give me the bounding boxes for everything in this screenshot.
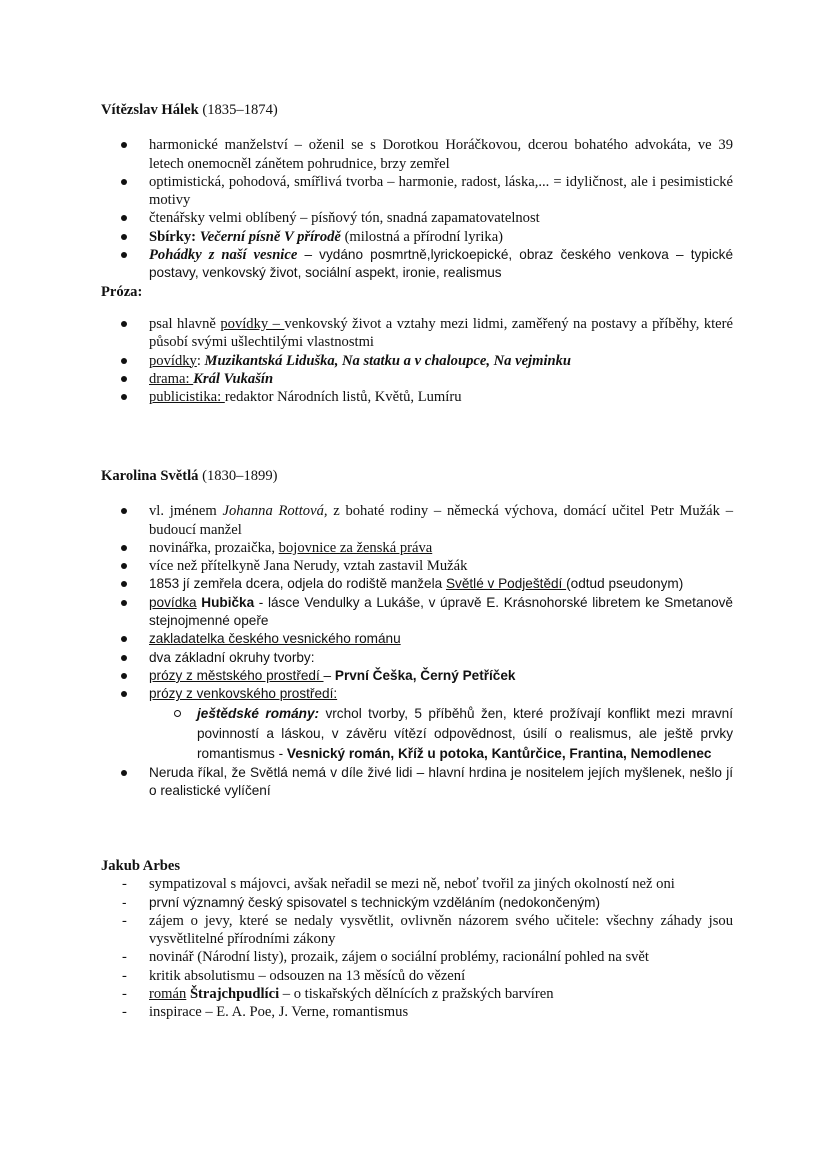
- list-item: vl. jménem Johanna Rottová, z bohaté rodiny – německá výchova, domácí učitel Petr Mužák – budoucí manžel: [101, 502, 741, 539]
- list-item: povídky: Muzikantská Liduška, Na statku a v chaloupce, Na vejminku: [101, 352, 741, 370]
- list-item: 1853 jí zemřela dcera, odjela do rodiště manžela Světlé v Podještědí (odtud pseudonym): [101, 575, 741, 593]
- list-item: - inspirace – E. A. Poe, J. Verne, romantismus: [101, 1003, 741, 1021]
- sub-list-item: ještědské romány: vrchol tvorby, 5 příběhů žen, které prožívají konflikt mezi mravní povinností a láskou, v závěru vítězí odpovědnost, úsilí o realismus, ale ještě prvky romantismus - Vesnický román, Kříž u potoka, Kantůrčice, Frantina, Nemodlenec: [101, 704, 741, 764]
- list-item: zakladatelka českého vesnického románu: [101, 630, 741, 648]
- list-item: - první významný český spisovatel s technickým vzděláním (nedokončeným): [101, 894, 741, 912]
- list-item: publicistika: redaktor Národních listů, Květů, Lumíru: [101, 388, 741, 406]
- bullet-list: [101, 502, 741, 800]
- list-item: povídka Hubička - lásce Vendulky a Lukáše, v úpravě E. Krásnohorské libretem ke Smetanově stejnojmenné opeře: [101, 594, 741, 631]
- bullet-list: [101, 315, 741, 406]
- list-item: drama: Král Vukašín: [101, 370, 741, 388]
- subsection-heading: Próza:: [101, 283, 143, 300]
- list-item: harmonické manželství – oženil se s Dorotkou Horáčkovou, dcerou bohatého advokáta, ve 39 letech onemocněl zánětem pohrudnice, brzy zemřel: [101, 136, 741, 173]
- list-item: prózy z městského prostředí – První Češka, Černý Petříček: [101, 667, 741, 685]
- list-item: - kritik absolutismu – odsouzen na 13 měsíců do vězení: [101, 967, 741, 985]
- section-halek: [101, 101, 741, 406]
- list-item: - sympatizoval s májovci, avšak neřadil se mezi ně, neboť tvořil za jiných okolností než oni: [101, 875, 741, 893]
- bullet-list: [101, 136, 741, 282]
- list-item: psal hlavně povídky – venkovský život a vztahy mezi lidmi, zaměřený na postavy a příběhy, které působí svými ušlechtilými vlastnostmi: [101, 315, 741, 352]
- list-item: dva základní okruhy tvorby:: [101, 649, 741, 667]
- list-item: - novinář (Národní listy), prozaik, zájem o sociální problémy, racionální pohled na svět: [101, 948, 741, 966]
- list-item: Sbírky: Večerní písně V přírodě (milostná a přírodní lyrika): [101, 228, 741, 246]
- list-item: Neruda říkal, že Světlá nemá v díle živé lidi – hlavní hrdina je nositelem jejích myšlenek, nešlo jí o realistické vylíčení: [101, 764, 741, 801]
- section-arbes: [101, 857, 741, 1022]
- section-svetla: [101, 467, 741, 800]
- list-item: Pohádky z naší vesnice – vydáno posmrtně,lyrickoepické, obraz českého venkova – typické postavy, venkovský život, sociální aspekt, ironie, realismus: [101, 246, 741, 283]
- list-item: více než přítelkyně Jana Nerudy, vztah zastavil Mužák: [101, 557, 741, 575]
- section-heading: Vítězslav Hálek (1835–1874): [101, 102, 278, 118]
- list-item: - zájem o jevy, které se nedaly vysvětlit, ovlivněn názorem svého učitele: všechny záhady jsou vysvětlitelné přírodními zákony: [101, 912, 741, 949]
- list-item: prózy z venkovského prostředí:: [101, 685, 741, 703]
- list-item: optimistická, pohodová, smířlivá tvorba – harmonie, radost, láska,... = idyličnost, ale i pesimistické motivy: [101, 173, 741, 210]
- section-heading: Jakub Arbes: [101, 858, 181, 874]
- dash-list: [101, 875, 741, 1021]
- list-item: - román Štrajchpudlíci – o tiskařských dělnících z pražských barvíren: [101, 985, 741, 1003]
- list-item: čtenářsky velmi oblíbený – písňový tón, snadná zapamatovatelnost: [101, 209, 741, 227]
- list-item: novinářka, prozaička, bojovnice za ženská práva: [101, 539, 741, 557]
- section-heading: Karolina Světlá (1830–1899): [101, 468, 278, 484]
